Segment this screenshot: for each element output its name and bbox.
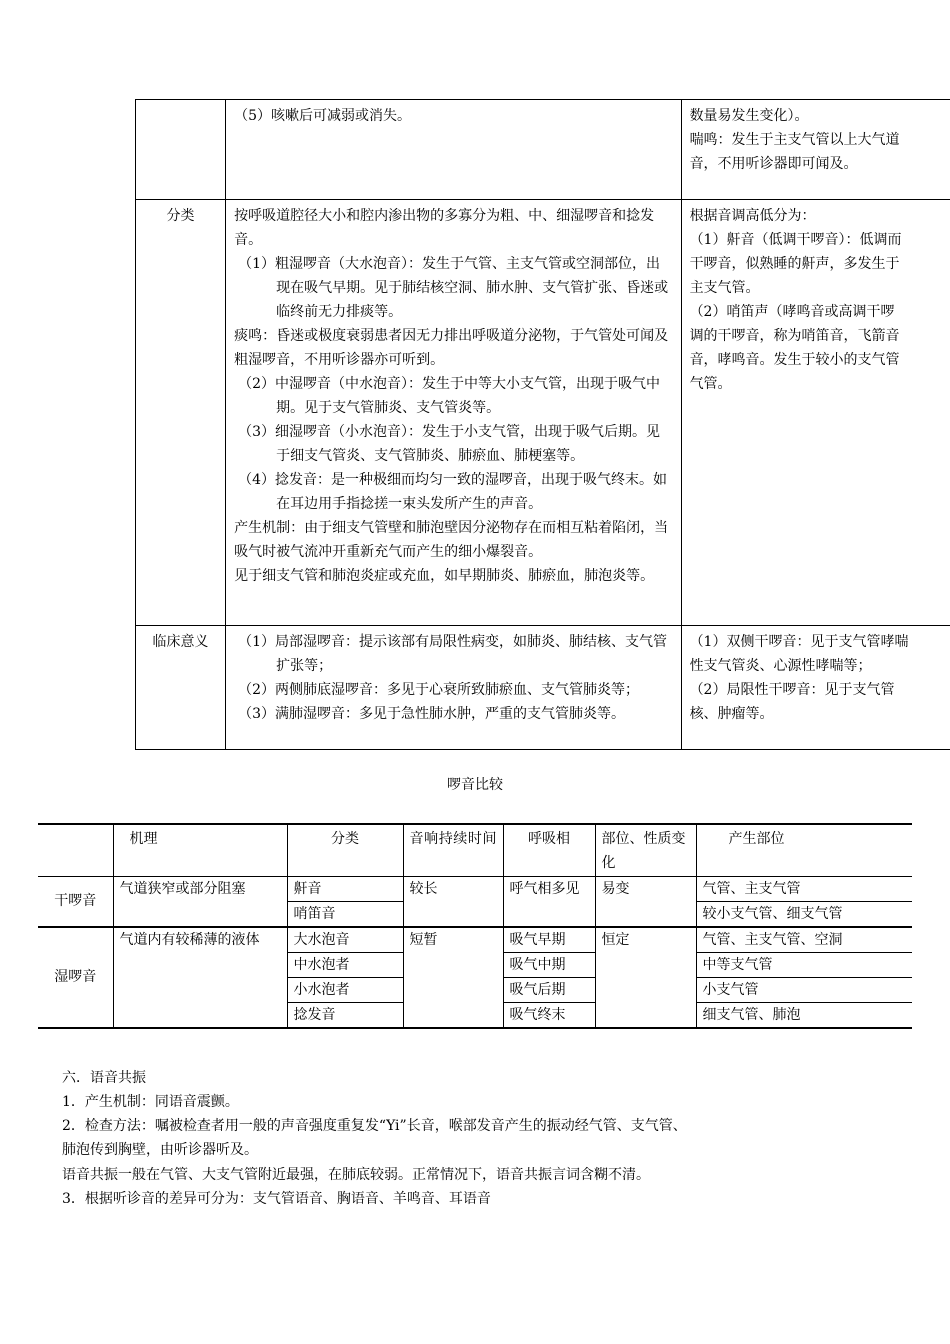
- table1-text: 根据音调高低分为：: [689, 208, 816, 224]
- table1-text: （1）鼾音（低调干啰音）：低调而: [689, 232, 902, 248]
- table1-text: 性支气管炎、心源性哮喘等；: [689, 658, 872, 674]
- table-cell: 吸气后期: [503, 977, 595, 1002]
- table1-list-item: （2）两侧肺底湿啰音：多见于心衰所致肺瘀血、支气管肺炎等；: [238, 682, 640, 698]
- table1-text: （5）咳嗽后可减弱或消失。: [234, 108, 412, 124]
- table-cell: 较小支气管、细支气管: [696, 901, 912, 927]
- table-cell: 吸气终末: [503, 1002, 595, 1028]
- table1-text: 痰鸣：昏迷或极度衰弱患者因无力排出呼吸道分泌物，于气管处可闻及粗湿啰音，不用听诊器亦可听到。: [234, 328, 669, 368]
- table1-text: 按呼吸道腔径大小和腔内渗出物的多寡分为粗、中、细湿啰音和捻发音。: [234, 208, 655, 248]
- table1-list-item: （3）满肺湿啰音：多见于急性肺水肿，严重的支气管肺炎等。: [238, 706, 626, 722]
- table1-list-item: （3）细湿啰音（小水泡音）：发生于小支气管，出现于吸气后期。见于细支气管炎、支气管肺炎、肺瘀血、肺梗塞等。: [238, 424, 661, 464]
- table1-row1-col3: [681, 200, 950, 626]
- wet-rale-label: 湿啰音: [38, 927, 113, 1028]
- table-cell: 气管、主支气管、空洞: [696, 927, 912, 953]
- table-cell: 气管、主支气管: [696, 876, 912, 901]
- table1-text: 气管。: [689, 376, 732, 392]
- header-cell: 机理: [113, 824, 287, 876]
- table1-text: （2）哨笛声（哮鸣音或高调干啰: [689, 304, 895, 320]
- dry-duration: 较长: [403, 876, 503, 927]
- dry-mechanism: 气道狭窄或部分阻塞: [113, 876, 287, 927]
- table1-text: 音，不用听诊器即可闻及。: [689, 156, 858, 172]
- table1-text: （1）双侧干啰音：见于支气管哮喘: [689, 634, 909, 650]
- table-cell: 中水泡者: [287, 952, 403, 977]
- table1-row2-col2: [226, 626, 681, 750]
- table1-row1-label: 分类: [136, 200, 226, 626]
- paragraph: 语音共振一般在气管、大支气管附近最强，在肺底较弱。正常情况下，语音共振言词含糊不清。: [62, 1167, 650, 1183]
- table1-row0-col3: [681, 100, 950, 200]
- table-cell: 捻发音: [287, 1002, 403, 1028]
- table1-text: 干啰音，似熟睡的鼾声，多发生于: [689, 256, 900, 272]
- table1-text: 喘鸣：发生于主支气管以上大气道: [689, 132, 900, 148]
- paragraph: 肺泡传到胸壁，由听诊器听及。: [62, 1142, 258, 1158]
- header-cell: 部位、性质变化: [595, 824, 696, 876]
- paragraph: 3．根据听诊音的差异可分为：支气管语音、胸语音、羊鸣音、耳语音: [62, 1191, 491, 1207]
- wet-duration: 短暂: [403, 927, 503, 1028]
- table1-text: 见于细支气管和肺泡炎症或充血，如早期肺炎、肺瘀血，肺泡炎等。: [234, 568, 655, 584]
- header-cell: 产生部位: [696, 824, 912, 876]
- section-heading: 六．语音共振: [62, 1070, 146, 1086]
- table1-row0-label: [136, 100, 226, 200]
- dry-rale-label: 干啰音: [38, 876, 113, 927]
- table1-row2-label: 临床意义: [136, 626, 226, 750]
- table-cell: 鼾音: [287, 876, 403, 901]
- header-cell: [38, 824, 113, 876]
- dry-change: 易变: [595, 876, 696, 927]
- table1-row0-col2: [226, 100, 681, 200]
- table1-list-item: （4）捻发音：是一种极细而均匀一致的湿啰音，出现于吸气终末。如在耳边用手指捻搓一束头发所产生的声音。: [238, 472, 668, 512]
- table-cell: 细支气管、肺泡: [696, 1002, 912, 1028]
- table-cell: 吸气中期: [503, 952, 595, 977]
- table1-list-item: （1）局部湿啰音：提示该部有局限性病变，如肺炎、肺结核、支气管扩张等；: [238, 634, 668, 674]
- table1-text: （2）局限性干啰音：见于支气管: [689, 682, 895, 698]
- table1-text: 音，哮鸣音。发生于较小的支气管: [689, 352, 900, 368]
- header-cell: 分类: [287, 824, 403, 876]
- paragraph: 2．检查方法：嘱被检查者用一般的声音强度重复发“Yi”长音，喉部发音产生的振动经气管、支气管、: [62, 1118, 687, 1134]
- rales-comparison-table: [38, 823, 912, 1029]
- table-cell: 小支气管: [696, 977, 912, 1002]
- table1-row1-col2: [226, 200, 681, 626]
- table-caption: 啰音比较: [447, 777, 503, 793]
- table1-list-item: （1）粗湿啰音（大水泡音）：发生于气管、主支气管或空洞部位，出现在吸气早期。见于肺结核空洞、肺水肿、支气管扩张、昏迷或临终前无力排痰等。: [238, 256, 669, 320]
- table-cell: 中等支气管: [696, 952, 912, 977]
- table1-row2-col3: [681, 626, 950, 750]
- rales-detail-table: [135, 99, 950, 750]
- header-cell: 音响持续时间: [403, 824, 503, 876]
- header-cell: 呼吸相: [503, 824, 595, 876]
- wet-mechanism: 气道内有较稀薄的液体: [113, 927, 287, 1028]
- table1-list-item: （2）中湿啰音（中水泡音）：发生于中等大小支气管，出现于吸气中期。见于支气管肺炎、支气管炎等。: [238, 376, 661, 416]
- dry-phase: 呼气相多见: [503, 876, 595, 927]
- table1-text: 主支气管。: [689, 280, 760, 296]
- table-cell: 小水泡者: [287, 977, 403, 1002]
- table-cell: 大水泡音: [287, 927, 403, 953]
- table1-text: 数量易发生变化）。: [689, 108, 809, 124]
- table1-text: 核、肿瘤等。: [689, 706, 774, 722]
- table-cell: 哨笛音: [287, 901, 403, 927]
- table-cell: 吸气早期: [503, 927, 595, 953]
- table1-text: 产生机制：由于细支气管壁和肺泡壁因分泌物存在而相互粘着陷闭，当吸气时被气流冲开重新充气而产生的细小爆裂音。: [234, 520, 669, 560]
- wet-change: 恒定: [595, 927, 696, 1028]
- table1-text: 调的干啰音，称为哨笛音，飞箭音: [689, 328, 900, 344]
- paragraph: 1．产生机制：同语音震颤。: [62, 1094, 239, 1110]
